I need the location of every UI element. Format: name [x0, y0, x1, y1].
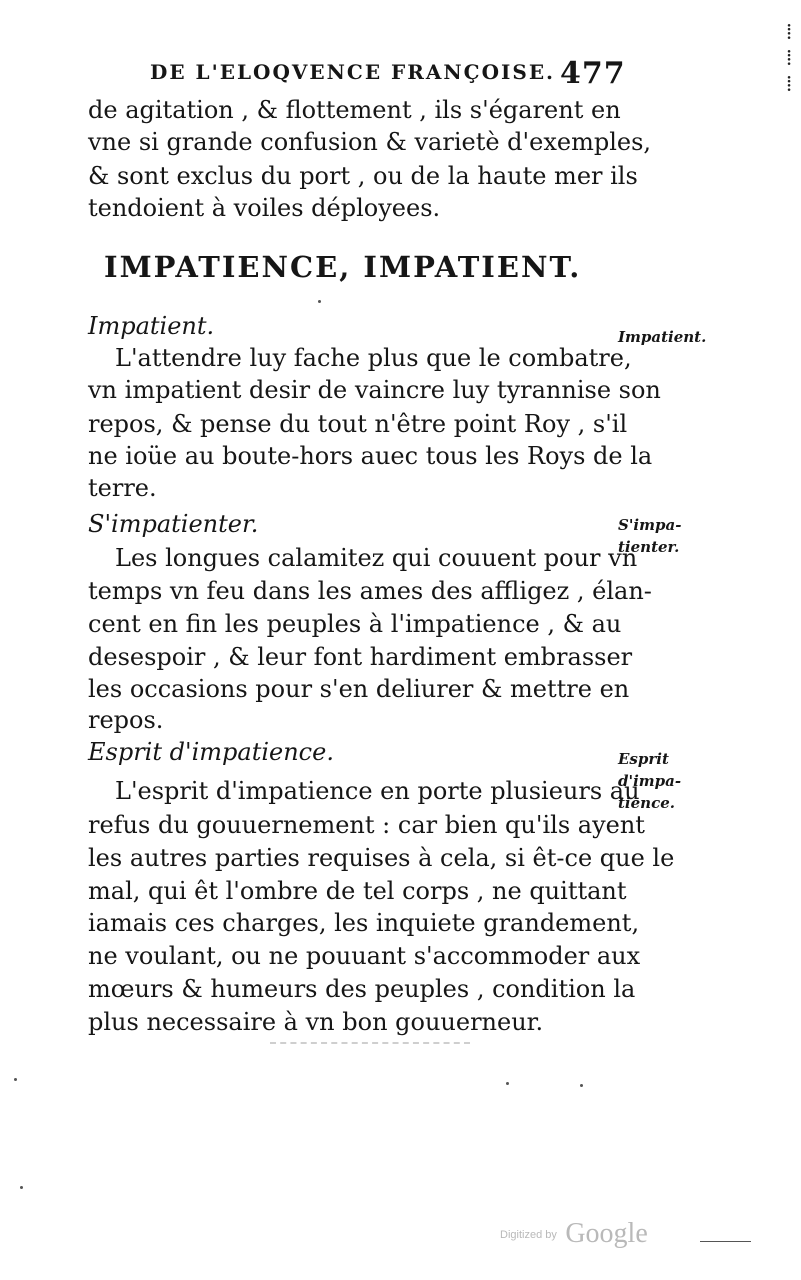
- margin-note-line: tience.: [618, 794, 675, 812]
- faint-bleedthrough-dashes: [270, 1042, 470, 1048]
- footer-rule: [700, 1241, 751, 1242]
- margin-note-line: tienter.: [618, 538, 680, 556]
- continuation-line: de agitation , & flottement , ils s'égarent en: [88, 96, 621, 124]
- entry-line: plus necessaire à vn bon gouuerneur.: [88, 1008, 544, 1036]
- entry-line: Les longues calamitez qui couuent pour vn: [115, 544, 638, 572]
- entry-subhead: S'impatienter.: [88, 510, 259, 538]
- entry-line: refus du gouuernement : car bien qu'ils ayent: [88, 811, 645, 839]
- entry-line: mœurs & humeurs des peuples , condition la: [88, 975, 636, 1003]
- watermark-brand: Google: [565, 1218, 648, 1249]
- continuation-line: tendoient à voiles déployees.: [88, 194, 441, 222]
- entry-line: ne ioüe au boute-hors auec tous les Roys de la: [88, 442, 653, 470]
- entry-line: iamais ces charges, les inquiete grandement,: [88, 909, 640, 937]
- page-number: 477: [560, 56, 626, 91]
- entry-line: mal, qui êt l'ombre de tel corps , ne quittant: [88, 877, 627, 905]
- entry-line: repos.: [88, 706, 164, 734]
- page-edge-mark: ⁞ ⁞ ⁞: [786, 20, 793, 97]
- section-heading: IMPATIENCE, IMPATIENT.: [104, 250, 582, 284]
- entry-subhead: Impatient.: [88, 312, 215, 340]
- entry-subhead: Esprit d'impatience.: [88, 738, 334, 766]
- continuation-line: & sont exclus du port , ou de la haute mer ils: [88, 162, 638, 190]
- entry-line: cent en fin les peuples à l'impatience , & au: [88, 610, 622, 638]
- watermark-prefix: Digitized by: [500, 1229, 557, 1241]
- margin-note-line: S'impa-: [618, 516, 682, 534]
- running-head: DE L'ELOQVENCE FRANÇOISE.: [150, 60, 556, 84]
- entry-line: terre.: [88, 474, 157, 502]
- margin-note-line: Impatient.: [618, 328, 707, 346]
- entry-line: les occasions pour s'en deliurer & mettre en: [88, 675, 630, 703]
- entry-line: L'attendre luy fache plus que le combatre,: [115, 344, 632, 372]
- entry-line: temps vn feu dans les ames des affligez , élan-: [88, 577, 652, 605]
- continuation-line: vne si grande confusion & varietè d'exemples,: [88, 128, 652, 156]
- entry-line: repos, & pense du tout n'être point Roy , s'il: [88, 410, 628, 438]
- entry-line: vn impatient desir de vaincre luy tyrannise son: [88, 376, 661, 404]
- entry-line: ne voulant, ou ne pouuant s'accommoder aux: [88, 942, 641, 970]
- entry-line: les autres parties requises à cela, si êt-ce que le: [88, 844, 675, 872]
- entry-line: desespoir , & leur font hardiment embrasser: [88, 643, 633, 671]
- google-watermark: [500, 1218, 648, 1250]
- margin-note-line: Esprit: [618, 750, 669, 768]
- margin-note-line: d'impa-: [618, 772, 682, 790]
- entry-line: L'esprit d'impatience en porte plusieurs au: [115, 777, 640, 805]
